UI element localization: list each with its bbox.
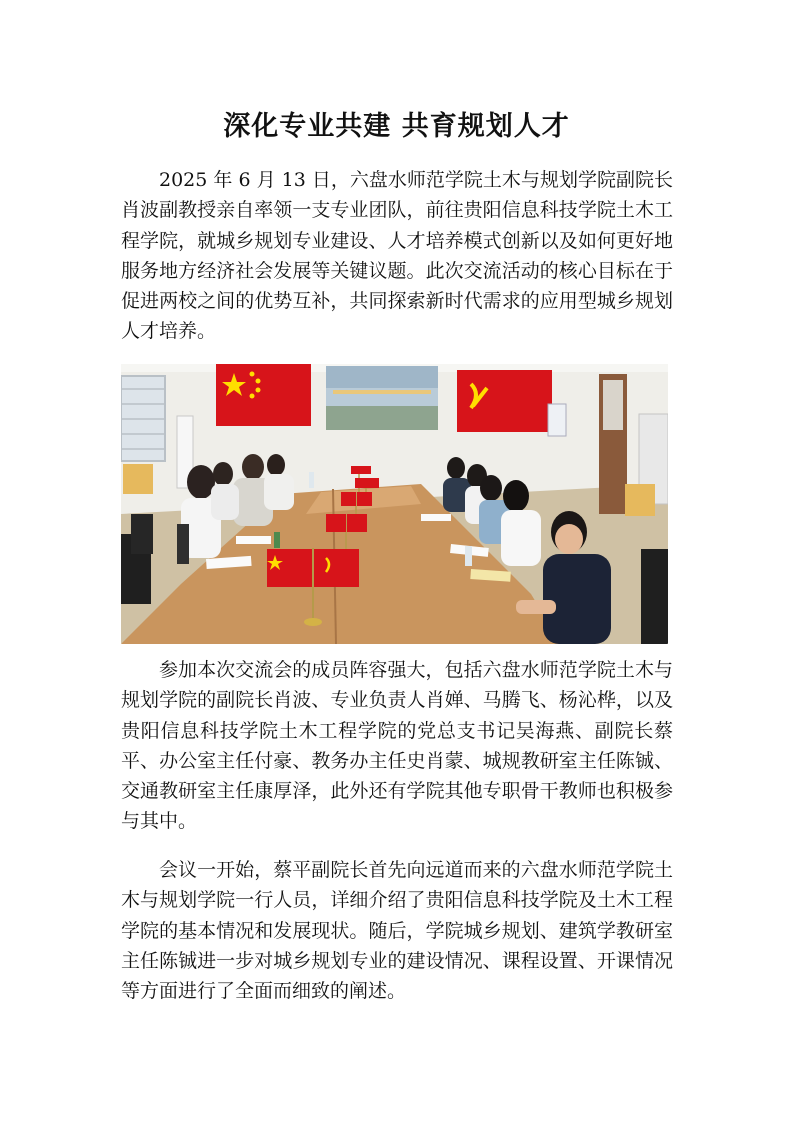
paragraph-intro: 2025 年 6 月 13 日，六盘水师范学院土木与规划学院副院长肖波副教授亲自率领一支专业团队，前往贵阳信息科技学院土木工程学院，就城乡规划专业建设、人才培养模式创新以及如何更好地服务地方经济社会发展等关键议题。此次交流活动的核心目标在于促进两校之间的优势互补，共同探索新时代需求的应用型城乡规划人才培养。 [121,169,673,343]
paragraph-participants: 参加本次交流会的成员阵容强大，包括六盘水师范学院土木与规划学院的副院长肖波、专业负责人肖婵、马腾飞、杨沁桦，以及贵阳信息科技学院土木工程学院的党总支书记吴海燕、副院长蔡平、办公室主任付豪、教务办主任史肖蒙、城规教研室主任陈铖、交通教研室主任康厚泽，此外还有学院其他专职骨干教师也积极参与其中。 [121,659,673,833]
meeting-photo-illustration [121,364,668,644]
article-title: 深化专业共建 共育规划人才 [223,111,570,142]
paragraph-meeting: 会议一开始，蔡平副院长首先向远道而来的六盘水师范学院土木与规划学院一行人员，详细介绍了贵阳信息科技学院及土木工程学院的基本情况和发展现状。随后，学院城乡规划、建筑学教研室主任陈铖进一步对城乡规划专业的建设情况、课程设置、开课情况等方面进行了全面而细致的阐述。 [121,859,673,1003]
meeting-photo [121,364,668,644]
